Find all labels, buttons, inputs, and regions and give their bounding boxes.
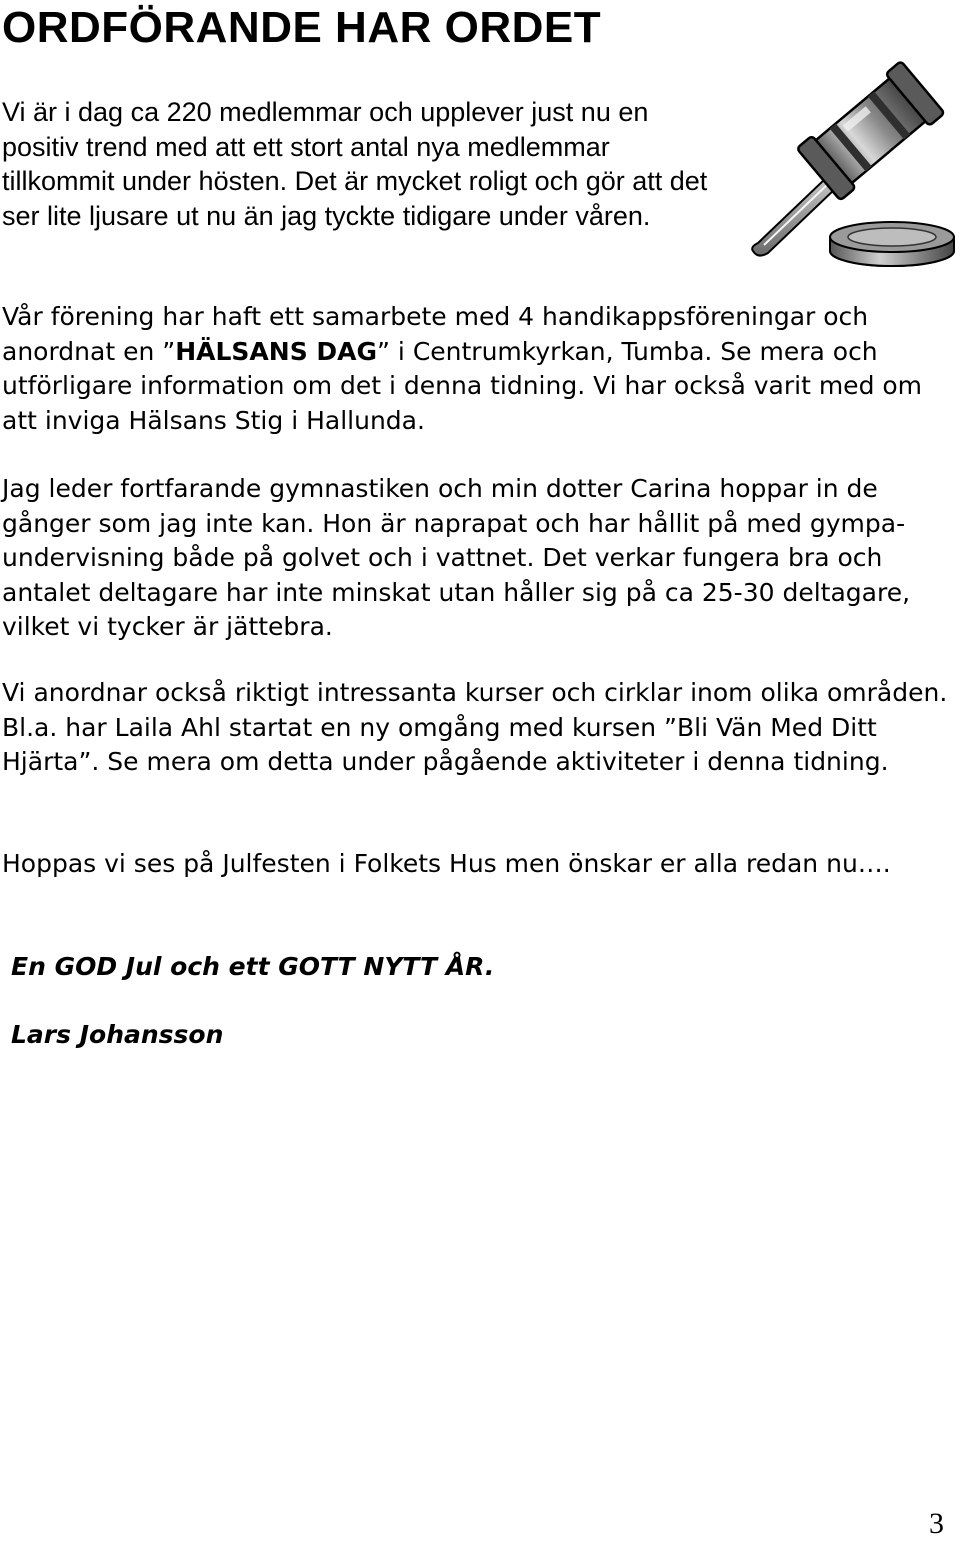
signature: Lars Johansson	[11, 1020, 224, 1049]
page-number: 3	[929, 1507, 944, 1540]
gavel-icon	[740, 55, 955, 270]
paragraph-cooperation-text-before: Vår förening har haft ett samarbete med 4 handikappsföreningar och anordnat en ”	[2, 302, 869, 366]
paragraph-cooperation-text-after: ” i Centrumkyrkan, Tumba. Se mera och utförligare information om det i denna tidning. Vi har också varit med om att inviga Hälsans Stig i Hallunda.	[2, 336, 923, 435]
paragraph-members: Vi är i dag ca 220 medlemmar och upplever just nu en positiv trend med att ett stort antal nya medlemmar tillkommit under hösten. Det är mycket roligt och gör att det ser lite ljusare ut nu än jag tyckte tidigare under våren.	[2, 97, 708, 231]
paragraph-cooperation	[2, 300, 952, 438]
paragraph-courses: Vi anordnar också riktigt intressanta kurser och cirklar inom olika områden. Bl.a. har Laila Ahl startat en ny omgång med kursen ”Bli Vän Med Ditt Hjärta”. Se mera om detta under pågående aktiviteter i denna tidning.	[2, 678, 948, 776]
holiday-greeting: En GOD Jul och ett GOTT NYTT ÅR.	[11, 952, 495, 981]
paragraph-gymnastics: Jag leder fortfarande gymnastiken och min dotter Carina hoppar in de gånger som jag inte kan. Hon är naprapat och har hållit på med gympa-undervisning både på golvet och i vattnet. Det verkar fungera bra och antalet deltagare har inte minskat utan håller sig på ca 25-30 deltagare, vilket vi tycker är jättebra.	[2, 474, 911, 641]
page-title: ORDFÖRANDE HAR ORDET	[2, 3, 602, 52]
paragraph-christmas-party: Hoppas vi ses på Julfesten i Folkets Hus men önskar er alla redan nu….	[2, 849, 891, 878]
event-name-halsans-dag: HÄLSANS DAG	[175, 336, 378, 366]
